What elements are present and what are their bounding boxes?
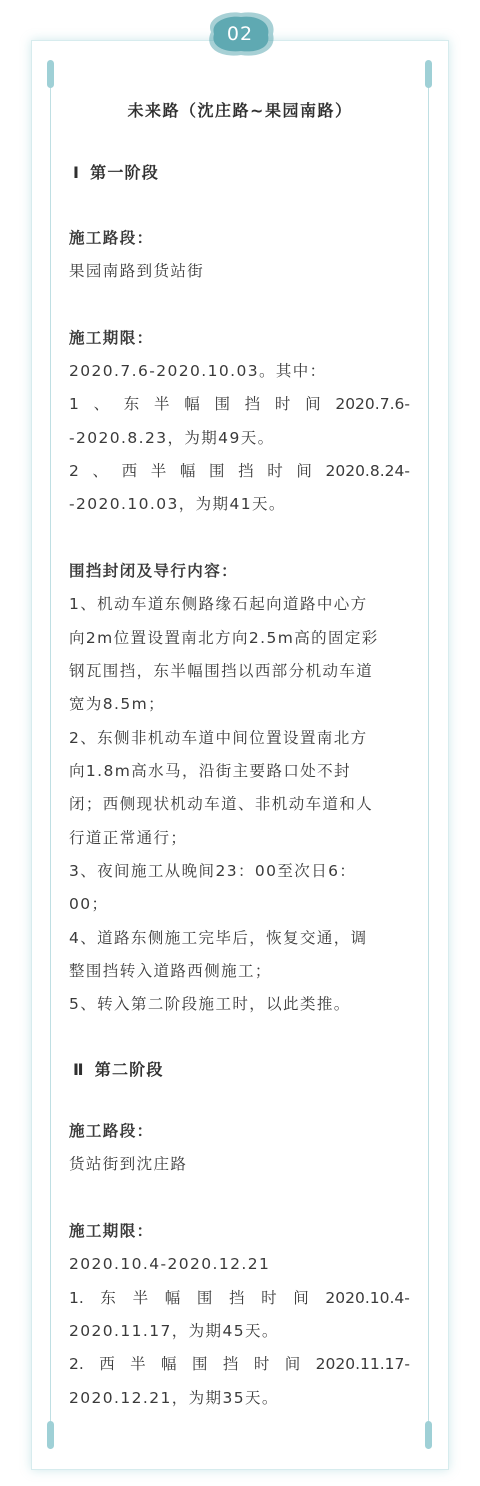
closure-line: 整围挡转入道路西侧施工； — [69, 962, 272, 980]
stage1-item2-line2: -2020.10.03，为期41天。 — [69, 495, 286, 513]
closure-line: 向2m位置设置南北方向2.5m高的固定彩 — [69, 629, 379, 647]
stage2-item2-line2: 2020.12.21，为期35天。 — [69, 1389, 279, 1407]
section-number-badge — [201, 8, 279, 60]
justified-token: 时 — [261, 1289, 277, 1307]
justified-token: 半 — [150, 462, 167, 480]
justified-token: 2020.10.4- — [325, 1289, 410, 1307]
justified-token: 挡 — [238, 462, 254, 480]
justified-token: 幅 — [179, 462, 196, 480]
stage1-road-value: 果园南路到货站街 — [69, 262, 205, 280]
closure-line: 宽为8.5m； — [69, 695, 166, 713]
page-title: 未来路（沈庄路~果园南路） — [127, 101, 353, 120]
decor-pill-top-left — [47, 60, 54, 88]
justified-token: 间 — [296, 462, 312, 480]
stage2-road-label: 施工路段： — [69, 1122, 154, 1140]
justified-token: 西 — [121, 462, 138, 480]
closure-line: 4、道路东侧施工完毕后，恢复交通，调 — [69, 929, 368, 947]
closure-line: 2、东侧非机动车道中间位置设置南北方 — [69, 729, 368, 747]
stage1-item2-line1 — [69, 460, 410, 482]
justified-token: 2. — [69, 1355, 84, 1373]
closure-line: 钢瓦围挡，东半幅围挡以西部分机动车道 — [69, 662, 374, 680]
justified-token: 、 — [92, 462, 108, 480]
justified-token: 挡 — [244, 395, 261, 413]
closure-line: 1、机动车道东侧路缘石起向道路中心方 — [69, 595, 368, 613]
justified-token: 西 — [99, 1355, 115, 1373]
right-decor-line — [428, 64, 429, 1449]
justified-token: 时 — [253, 1355, 270, 1373]
stage2-item1-line1 — [69, 1287, 410, 1309]
stage1-heading-text: 第一阶段 — [90, 163, 159, 182]
badge-number: 02 — [226, 23, 254, 45]
stage2-item2-line1 — [69, 1353, 410, 1375]
justified-token: 半 — [154, 395, 170, 413]
justified-token: 1. — [69, 1289, 84, 1307]
decor-pill-bottom-right — [425, 1421, 432, 1449]
stage2-marker: Ⅱ — [73, 1060, 85, 1079]
justified-token: 围 — [208, 462, 225, 480]
justified-token: 东 — [123, 395, 140, 413]
stage1-item1-line1 — [69, 393, 410, 415]
justified-token: 、 — [93, 395, 110, 413]
closure-line: 行道正常通行； — [69, 829, 188, 847]
justified-token: 2020.11.17- — [315, 1355, 410, 1373]
justified-token: 挡 — [228, 1289, 245, 1307]
stage1-closure-label: 围挡封闭及导行内容： — [69, 562, 239, 580]
decor-pill-top-right — [425, 60, 432, 88]
justified-token: 围 — [191, 1355, 208, 1373]
stage2-period-value: 2020.10.4-2020.12.21 — [69, 1255, 271, 1273]
stage1-item1-line2: -2020.8.23，为期49天。 — [69, 429, 275, 447]
stage2-heading-text: 第二阶段 — [94, 1060, 164, 1079]
stage2-heading — [73, 1057, 164, 1080]
justified-token: 间 — [305, 395, 321, 413]
justified-token: 时 — [267, 462, 283, 480]
stage2-period-label: 施工期限： — [69, 1222, 154, 1240]
justified-token: 幅 — [164, 1289, 181, 1307]
stage2-road-value: 货站街到沈庄路 — [69, 1155, 188, 1173]
justified-token: 时 — [274, 395, 291, 413]
stage1-period-label: 施工期限： — [69, 329, 154, 347]
justified-token: 半 — [130, 1355, 146, 1373]
left-decor-line — [50, 64, 51, 1449]
stage1-road-label: 施工路段： — [69, 229, 154, 247]
justified-token: 1 — [69, 395, 79, 413]
justified-token: 间 — [293, 1289, 309, 1307]
justified-token: 东 — [100, 1289, 116, 1307]
justified-token: 挡 — [222, 1355, 239, 1373]
closure-line: 向1.8m高水马，沿街主要路口处不封 — [69, 762, 351, 780]
justified-token: 围 — [214, 395, 230, 413]
justified-token: 间 — [284, 1355, 301, 1373]
stage1-marker: Ⅰ — [73, 163, 81, 182]
closure-line: 00； — [69, 895, 109, 913]
justified-token: 幅 — [184, 395, 200, 413]
stage2-item1-line2: 2020.11.17，为期45天。 — [69, 1322, 279, 1340]
stage1-period-value: 2020.7.6-2020.10.03。其中： — [69, 362, 327, 380]
closure-line: 3、夜间施工从晚间23：00至次日6： — [69, 862, 357, 880]
closure-line: 5、转入第二阶段施工时，以此类推。 — [69, 995, 351, 1013]
justified-token: 2020.7.6- — [335, 395, 410, 413]
stage1-heading — [73, 160, 159, 183]
justified-token: 半 — [132, 1289, 149, 1307]
decor-pill-bottom-left — [47, 1421, 54, 1449]
justified-token: 2 — [69, 462, 79, 480]
justified-token: 2020.8.24- — [325, 462, 410, 480]
justified-token: 围 — [196, 1289, 213, 1307]
closure-line: 闭；西侧现状机动车道、非机动车道和人 — [69, 795, 374, 813]
justified-token: 幅 — [161, 1355, 177, 1373]
